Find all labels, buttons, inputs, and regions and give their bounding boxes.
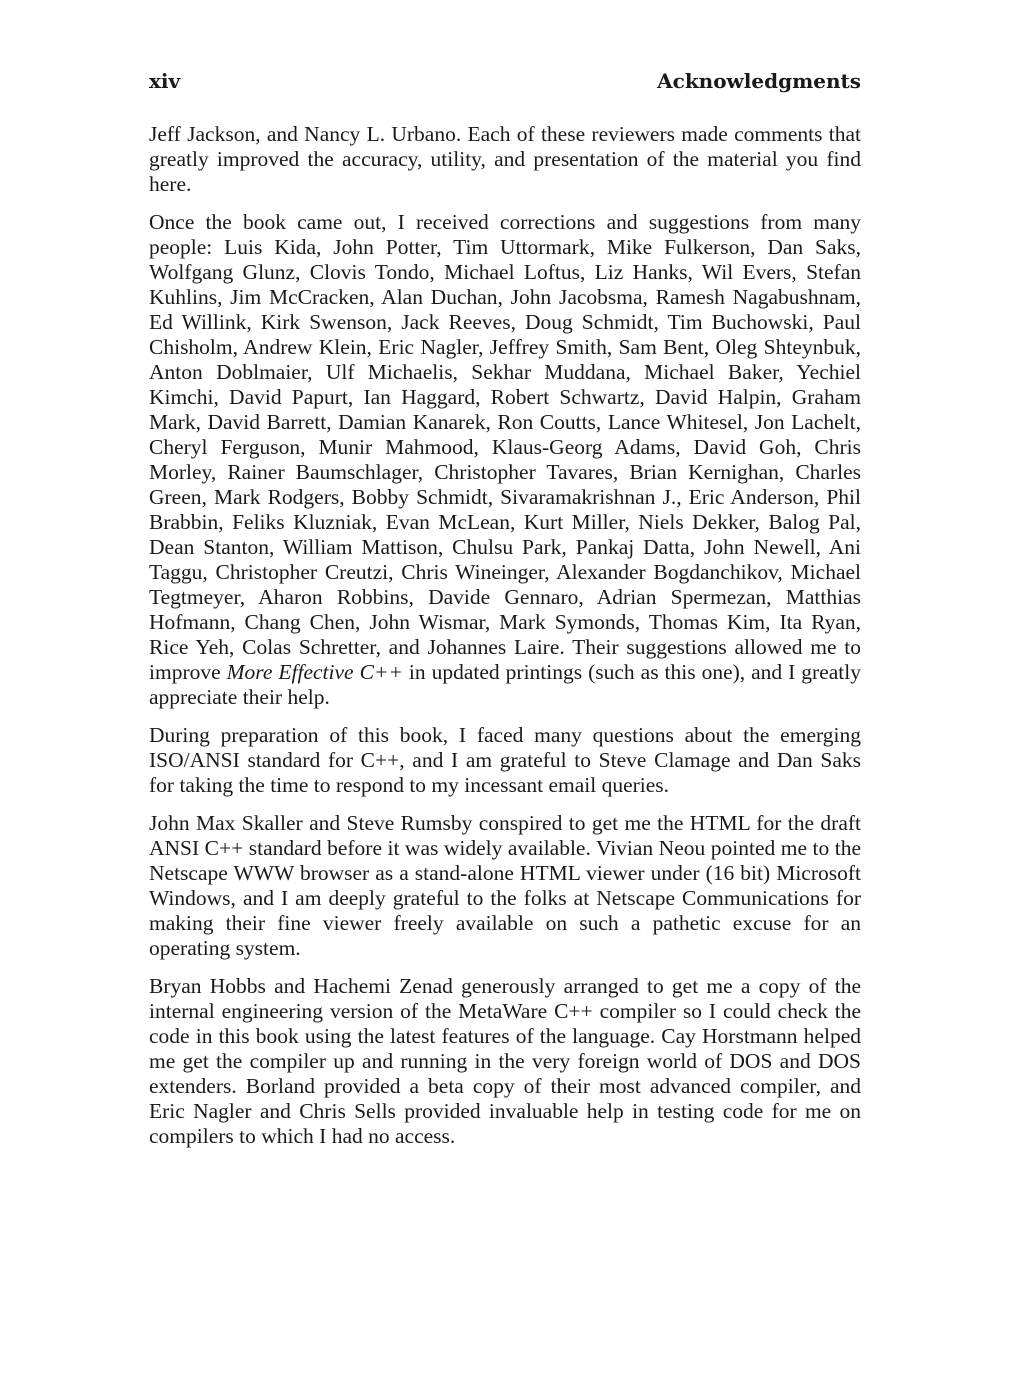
paragraph-corrections-text: Once the book came out, I received corrections and suggestions from many people: Luis Kida, John Potter, Tim Uttormark, Mike Fulkerson, Dan Saks, Wolfgang Glunz, Clovis Tondo, Michael Loftus, Liz Hanks, Wil Evers, Stefan Kuhlins, Jim McCracken, Alan Duchan, John Jacobsma, Ramesh Nagabushnam, Ed Willink, Kirk Swenson, Jack Reeves, Doug Schmidt, Tim Buchowski, Paul Chisholm, Andrew Klein, Eric Nagler, Jeffrey Smith, Sam Bent, Oleg Shteynbuk, Anton Doblmaier, Ulf Michaelis, Sekhar Muddana, Michael Baker, Yechiel Kimchi, David Papurt, Ian Haggard, Robert Schwartz, David Halpin, Graham Mark, David Barrett, Damian Kanarek, Ron Coutts, Lance Whitesel, Jon Lachelt, Cheryl Ferguson, Munir Mahmood, Klaus-Georg Adams, David Goh, Chris Morley, Rainer Baumschlager, Christopher Tavares, Brian Kernighan, Charles Green, Mark Rodgers, Bobby Schmidt, Sivaramakrishnan J., Eric Anderson, Phil Brabbin, Feliks Kluzniak, Evan McLean, Kurt Miller, Niels Dekker, Balog Pal, Dean Stanton, William Mattison, Chulsu Park, Pankaj Datta, John Newell, Ani Taggu, Christopher Creutzi, Chris Wineinger, Alexander Bogdanchikov, Michael Tegtmeyer, Aharon Robbins, Davide Gennaro, Adrian Spermezan, Matthias Hofmann, Chang Chen, John Wismar, Mark Symonds, Thomas Kim, Ita Ryan, Rice Yeh, Colas Schretter, and Johannes Laire. Their suggestions allowed me to improve [149,210,861,684]
paragraph-corrections [149,210,861,710]
page-number: xiv [149,69,181,93]
paragraph-html: John Max Skaller and Steve Rumsby conspired to get me the HTML for the draft ANSI C++ standard before it was widely available. Vivian Neou pointed me to the Netscape WWW browser as a stand-alone HTML viewer under (16 bit) Microsoft Windows, and I am deeply grateful to the folks at Netscape Communications for making their fine viewer freely available on such a pathetic excuse for an operating system. [149,811,861,960]
paragraph-reviewers: Jeff Jackson, and Nancy L. Urbano. Each of these reviewers made comments that greatly improved the accuracy, utility, and presentation of the material you find here. [149,122,861,196]
paragraph-corrections-tail: in updated printings (such as this one), and I greatly appreciate their help. [149,660,862,709]
paragraph-compilers: Bryan Hobbs and Hachemi Zenad generously arranged to get me a copy of the internal engineering version of the MetaWare C++ compiler so I could check the code in this book using the latest features of the language. Cay Horstmann helped me get the compiler up and running in the very foreign world of DOS and DOS extenders. Borland provided a beta copy of their most advanced compiler, and Eric Nagler and Chris Sells provided invaluable help in testing code for me on compilers to which I had no access. [149,974,861,1148]
section-title: Acknowledgments [657,69,861,93]
book-title: More Effective C++ [226,660,403,684]
book-page [149,66,861,1162]
running-head [149,66,861,96]
paragraph-standard: During preparation of this book, I faced many questions about the emerging ISO/ANSI standard for C++, and I am grateful to Steve Clamage and Dan Saks for taking the time to respond to my incessant email queries. [149,723,861,797]
